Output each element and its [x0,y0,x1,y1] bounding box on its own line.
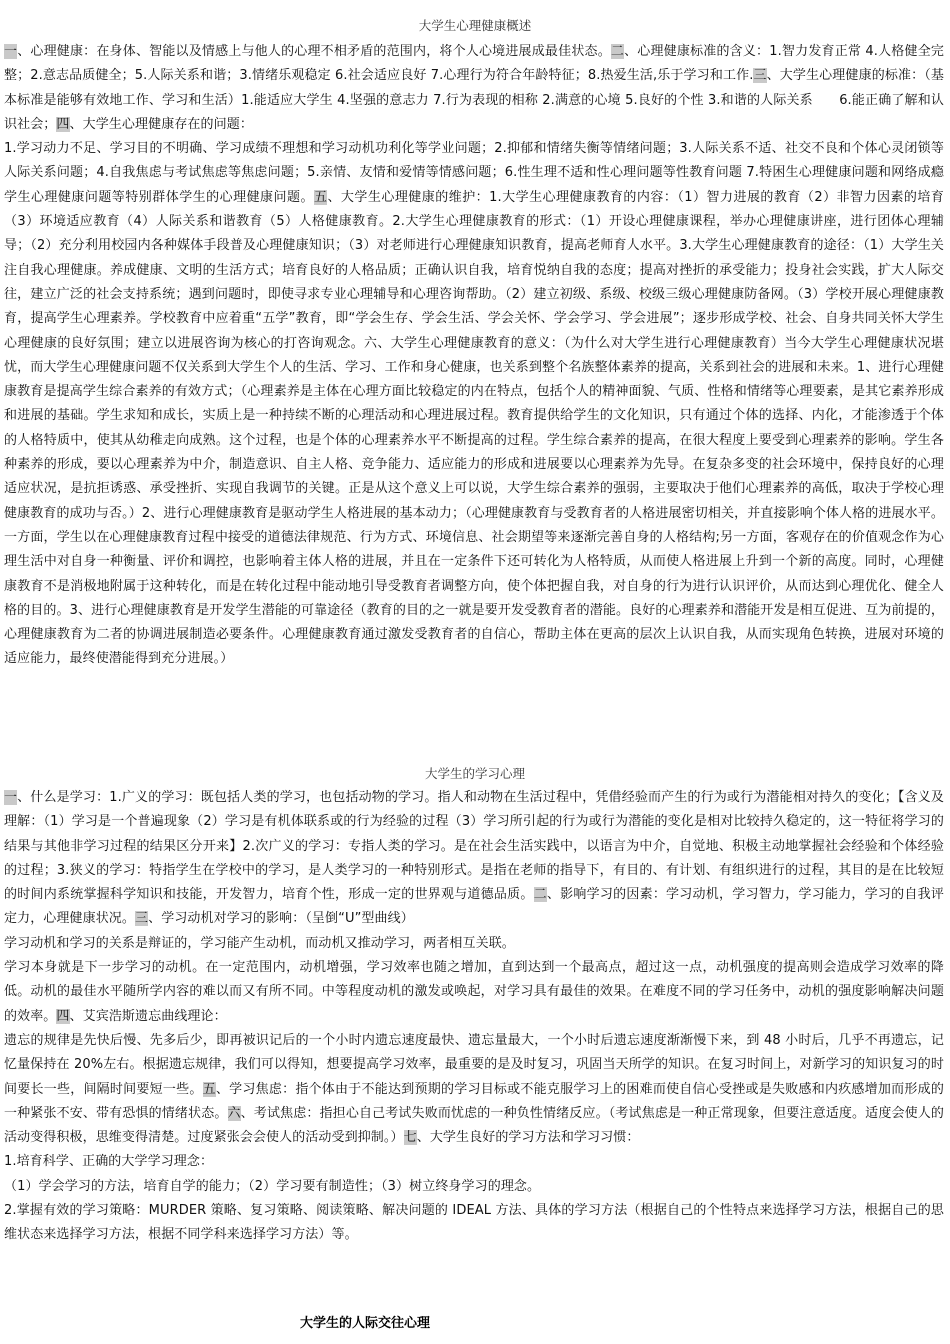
paragraph [4,786,944,932]
paragraph [4,40,944,137]
highlight-marker: 七 [403,1130,417,1146]
paragraph-text: 1.培育科学、正确的大学学习理念： [4,1154,214,1170]
highlight-marker: 五 [313,189,328,205]
highlight-marker: 一 [4,44,18,59]
paragraph-text: 、大学生心理健康的标准：（基本标准是能够有效地工作、学习和生活）1.能适应大学生 4.坚强的意志力 7.行为表现的相称 2.满意的心境 5.良好的个性 3.和谐的人际关系 6.能正确了解和认识社会； [4,68,944,132]
paragraph [4,956,944,1029]
paragraph [4,1175,944,1199]
paragraph-text: 2.掌握有效的学习策略：MURDER 策略、复习策略、阅读策略、解决问题的 IDEAL 方法、具体的学习方法（根据自己的个性特点来选择学习方法，根据自己的思维状态来选择学习方法，根据不同学科来选择学习方法）等。 [4,1203,944,1243]
highlight-marker: 三 [135,911,149,927]
paragraph-text: 、什么是学习：1.广义的学习：既包括人类的学习，也包括动物的学习。指人和动物在生活过程中，凭借经验而产生的行为或行为潜能相对持久的变化；【含义及理解：（1）学习是一个普遍现象（2）学习是有机体联系或的行为经验的过程（3）学习所引起的行为或行为潜能的变化是相对比较持久稳定的，这一特征将学习的结果与其他非学习过程的结果区分开来】2.次广义的学习：专指人类的学习。是在社会生活实践中，以语言为中介，自觉地、积极主动地掌握社会经验和个体经验的过程；3.狭义的学习：特指学生在学校中的学习，是人类学习的一种特别形式。是指在老师的指导下，有目的、有计划、有组织进行的过程，其目的是在比较短的时间内系统掌握科学知识和技能，开发智力，培育个性，形成一定的世界观与道德品质。 [4,790,944,903]
paragraph-text: （1）学会学习的方法，培育自学的能力；（2）学习要有制造性；（3）树立终身学习的理念。 [4,1178,541,1194]
highlight-marker: 六 [227,1105,241,1121]
paragraph [4,932,944,956]
paragraph-text: 、心理健康：在身体、智能以及情感上与他人的心理不相矛盾的范围内，将个人心境进展成最佳状态。 [17,44,611,59]
highlight-marker: 五 [202,1081,216,1097]
paragraph-text: 1.学习动力不足、学习目的不明确、学习成绩不理想和学习动机功利化等学业问题；2.抑郁和情绪失衡等情绪问题；3.人际关系不适、社交不良和个体心灵闭锁等人际关系问题；4.自我焦虑与考试焦虑等焦虑问题；5.亲情、友情和爱情等情感问题；6.性生理不适和性心理问题等性教育问题 7.特困生心理健康问题和网络成瘾学生心理健康问题等特别群体学生的心理健康问题。 [4,141,944,205]
paragraph-text: 、大学生良好的学习方法和学习习惯： [416,1130,640,1146]
highlight-marker: 三 [753,68,767,84]
paragraph-text: 、大学生心理健康的维护：1.大学生心理健康教育的内容：（1）智力进展的教育（2）非智力因素的培育（3）环境适应教育（4）人际关系和谐教育（5）人格健康教育。2.大学生心理健康教育的形式：（1）开设心理健康课程，举办心理健康讲座，进行团体心理辅导；（2）充分利用校园内各种媒体手段普及心理健康知识；（3）对老师进行心理健康知识教育，提高老师育人水平。3.大学生心理健康教育的途径：（1）大学生关注自我心理健康。养成健康、文明的生活方式；培育良好的人格品质；正确认识自我，培育悦纳自我的态度；提高对挫折的承受能力；投身社会实践，扩大人际交往，建立广泛的社会支持系统；遇到问题时，即使寻求专业心理辅导和心理咨询帮助。（2）建立初级、系级、校级三级心理健康防备网。（3）学校开展心理健康教育，提高学生心理素养。学校教育中应着重“五学”教育，即“学会生存、学会生活、学会关怀、学会学习、学会进展”；逐步形成学校、社会、自身共同关怀大学生心理健康的良好氛围；建立以进展咨询为核心的打咨询观念。六、大学生心理健康教育的意义：（为什么对大学生进行心理健康教育）当今大学生心理健康状况堪忧，而大学生心理健康问题不仅关系到大学生个人的生活、学习、工作和身心健康，也关系到整个名族整体素养的提高，关系到社会的进展和未来。1、进行心理健康教育是提高学生综合素养的有效方式；（心理素养是主体在心理方面比较稳定的内在特点，包括个人的精神面貌、气质、性格和情绪等心理要素，是其它素养形成和进展的基础。学生求知和成长，实质上是一种持续不断的心理活动和心理进展过程。教育提供给学生的文化知识，只有通过个体的选择、内化，才能渗透于个体的人格特质中，使其从幼稚走向成熟。这个过程，也是个体的心理素养水平不断提高的过程。学生综合素养的提高，在很大程度上要受到心理素养的影响。学生各种素养的形成，要以心理素养为中介，制造意识、自主人格、竞争能力、适应能力的形成和进展要以心理素养为先导。在复杂多变的社会环境中，保持良好的心理适应状况，是抗拒诱惑、承受挫折、实现自我调节的关键。正是从这个意义上可以说，大学生综合素养的强弱，主要取决于他们心理素养的高低，取决于学校心理健康教育的成功与否。）2、进行心理健康教育是驱动学生人格进展的基本动力；（心理健康教育与受教育者的人格进展密切相关，并直接影响个体人格的进展水平。一方面，学生以在心理健康教育过程中接受的道德法律规范、行为方式、环境信息、社会期望等来逐渐完善自身的人格结构;另一方面，客观存在的价值观念作为心理生活中对自身一种衡量、评价和调控，也影响着主体人格的进展，并且在一定条件下还可转化为人格特质，从而使人格进展上升到一个新的高度。同时，心理健康教育不是消极地附属于这种转化，而是在转化过程中能动地引导受教育者调整方向，使个体把握自我，对自身的行为进行认识评价，从而达到心理优化、健全人格的目的。3、进行心理健康教育是开发学生潜能的可靠途径（教育的目的之一就是要开发受教育者的潜能。良好的心理素养和潜能开发是相互促进、互为前提的，心理健康教育为二者的协调进展制造必要条件。心理健康教育通过激发受教育者的自信心，帮助主体在更高的层次上认识自我，从而实现角色转换，进展对环境的适应能力，最终使潜能得到充分进展。） [4,189,944,667]
section-title-interpersonal-psychology: 大学生的人际交往心理 [300,1316,431,1331]
paragraph-text: 、大学生心理健康存在的问题： [69,116,253,132]
paragraph-text: 学习动机和学习的关系是辩证的，学习能产生动机，而动机又推动学习，两者相互关联。 [4,935,515,951]
paragraph-text: 遗忘的规律是先快后慢、先多后少，即再被识记后的一个小时内遗忘速度最快、遗忘量最大，一个小时后遗忘速度渐渐慢下来，到 48 小时后，几乎不再遗忘，记忆量保持在 20%左右。根据遗忘规律，我们可以得知，想要提高学习效率，最重要的是及时复习，巩固当天所学的知识。在复习时间上，对新学习的知识复习的时间要长一些，间隔时间要短一些。 [4,1032,944,1097]
paragraph [4,1150,944,1174]
paragraph-text: 、艾宾浩斯遗忘曲线理论： [69,1008,227,1024]
paragraph [4,137,944,672]
paragraph-text: 、考试焦虑：指担心自己考试失败而忧虑的一种负性情绪反应。（考试焦虑是一种正常现象，但要注意适度。适度会使人的活动变得积极，思维变得清楚。过度紧张会会使人的活动受到抑制。） [4,1105,945,1146]
paragraph-text: 、影响学习的因素：学习动机，学习智力，学习能力，学习的自我评定力，心理健康状况。 [4,887,944,927]
paragraph-text: 、学习焦虑：指个体由于不能达到预期的学习目标或不能克服学习上的困难而使自信心受挫或是失败感和内疚感增加而形成的一种紧张不安、带有恐惧的情绪状态。 [4,1081,944,1121]
paragraph [4,1029,944,1150]
section-title-mental-health-overview: 大学生心理健康概述 [418,18,532,33]
highlight-marker: 二 [533,887,547,903]
highlight-marker: 四 [56,116,70,132]
highlight-marker: 二 [610,44,625,59]
paragraph-text: 学习本身就是下一步学习的动机。在一定范围内，动机增强，学习效率也随之增加，直到达到一个最高点，超过这一点，动机强度的提高则会造成学习效率的降低。动机的最佳水平随所学内容的难以而又有所不同。中等程度动机的激发或唤起，对学习具有最佳的效果。在难度不同的学习任务中，动机的强度影响解决问题的效率。 [4,960,944,1024]
section-title-learning-psychology: 大学生的学习心理 [424,766,525,781]
highlight-marker: 四 [56,1008,70,1024]
section-body-mental-health [4,40,944,672]
paragraph-text: 、学习动机对学习的影响：（呈倒“U”型曲线） [148,911,414,927]
highlight-marker: 一 [4,790,18,805]
section-body-learning [4,786,944,1248]
paragraph [4,1199,944,1248]
paragraph-text: 、心理健康标准的含义：1.智力发育正常 4.人格健全完整；2.意志品质健全；5.人际关系和谐；3.情绪乐观稳定 6.社会适应良好 7.心理行为符合年龄特征；8.热爱生活,乐于学习和工作. [4,44,944,84]
